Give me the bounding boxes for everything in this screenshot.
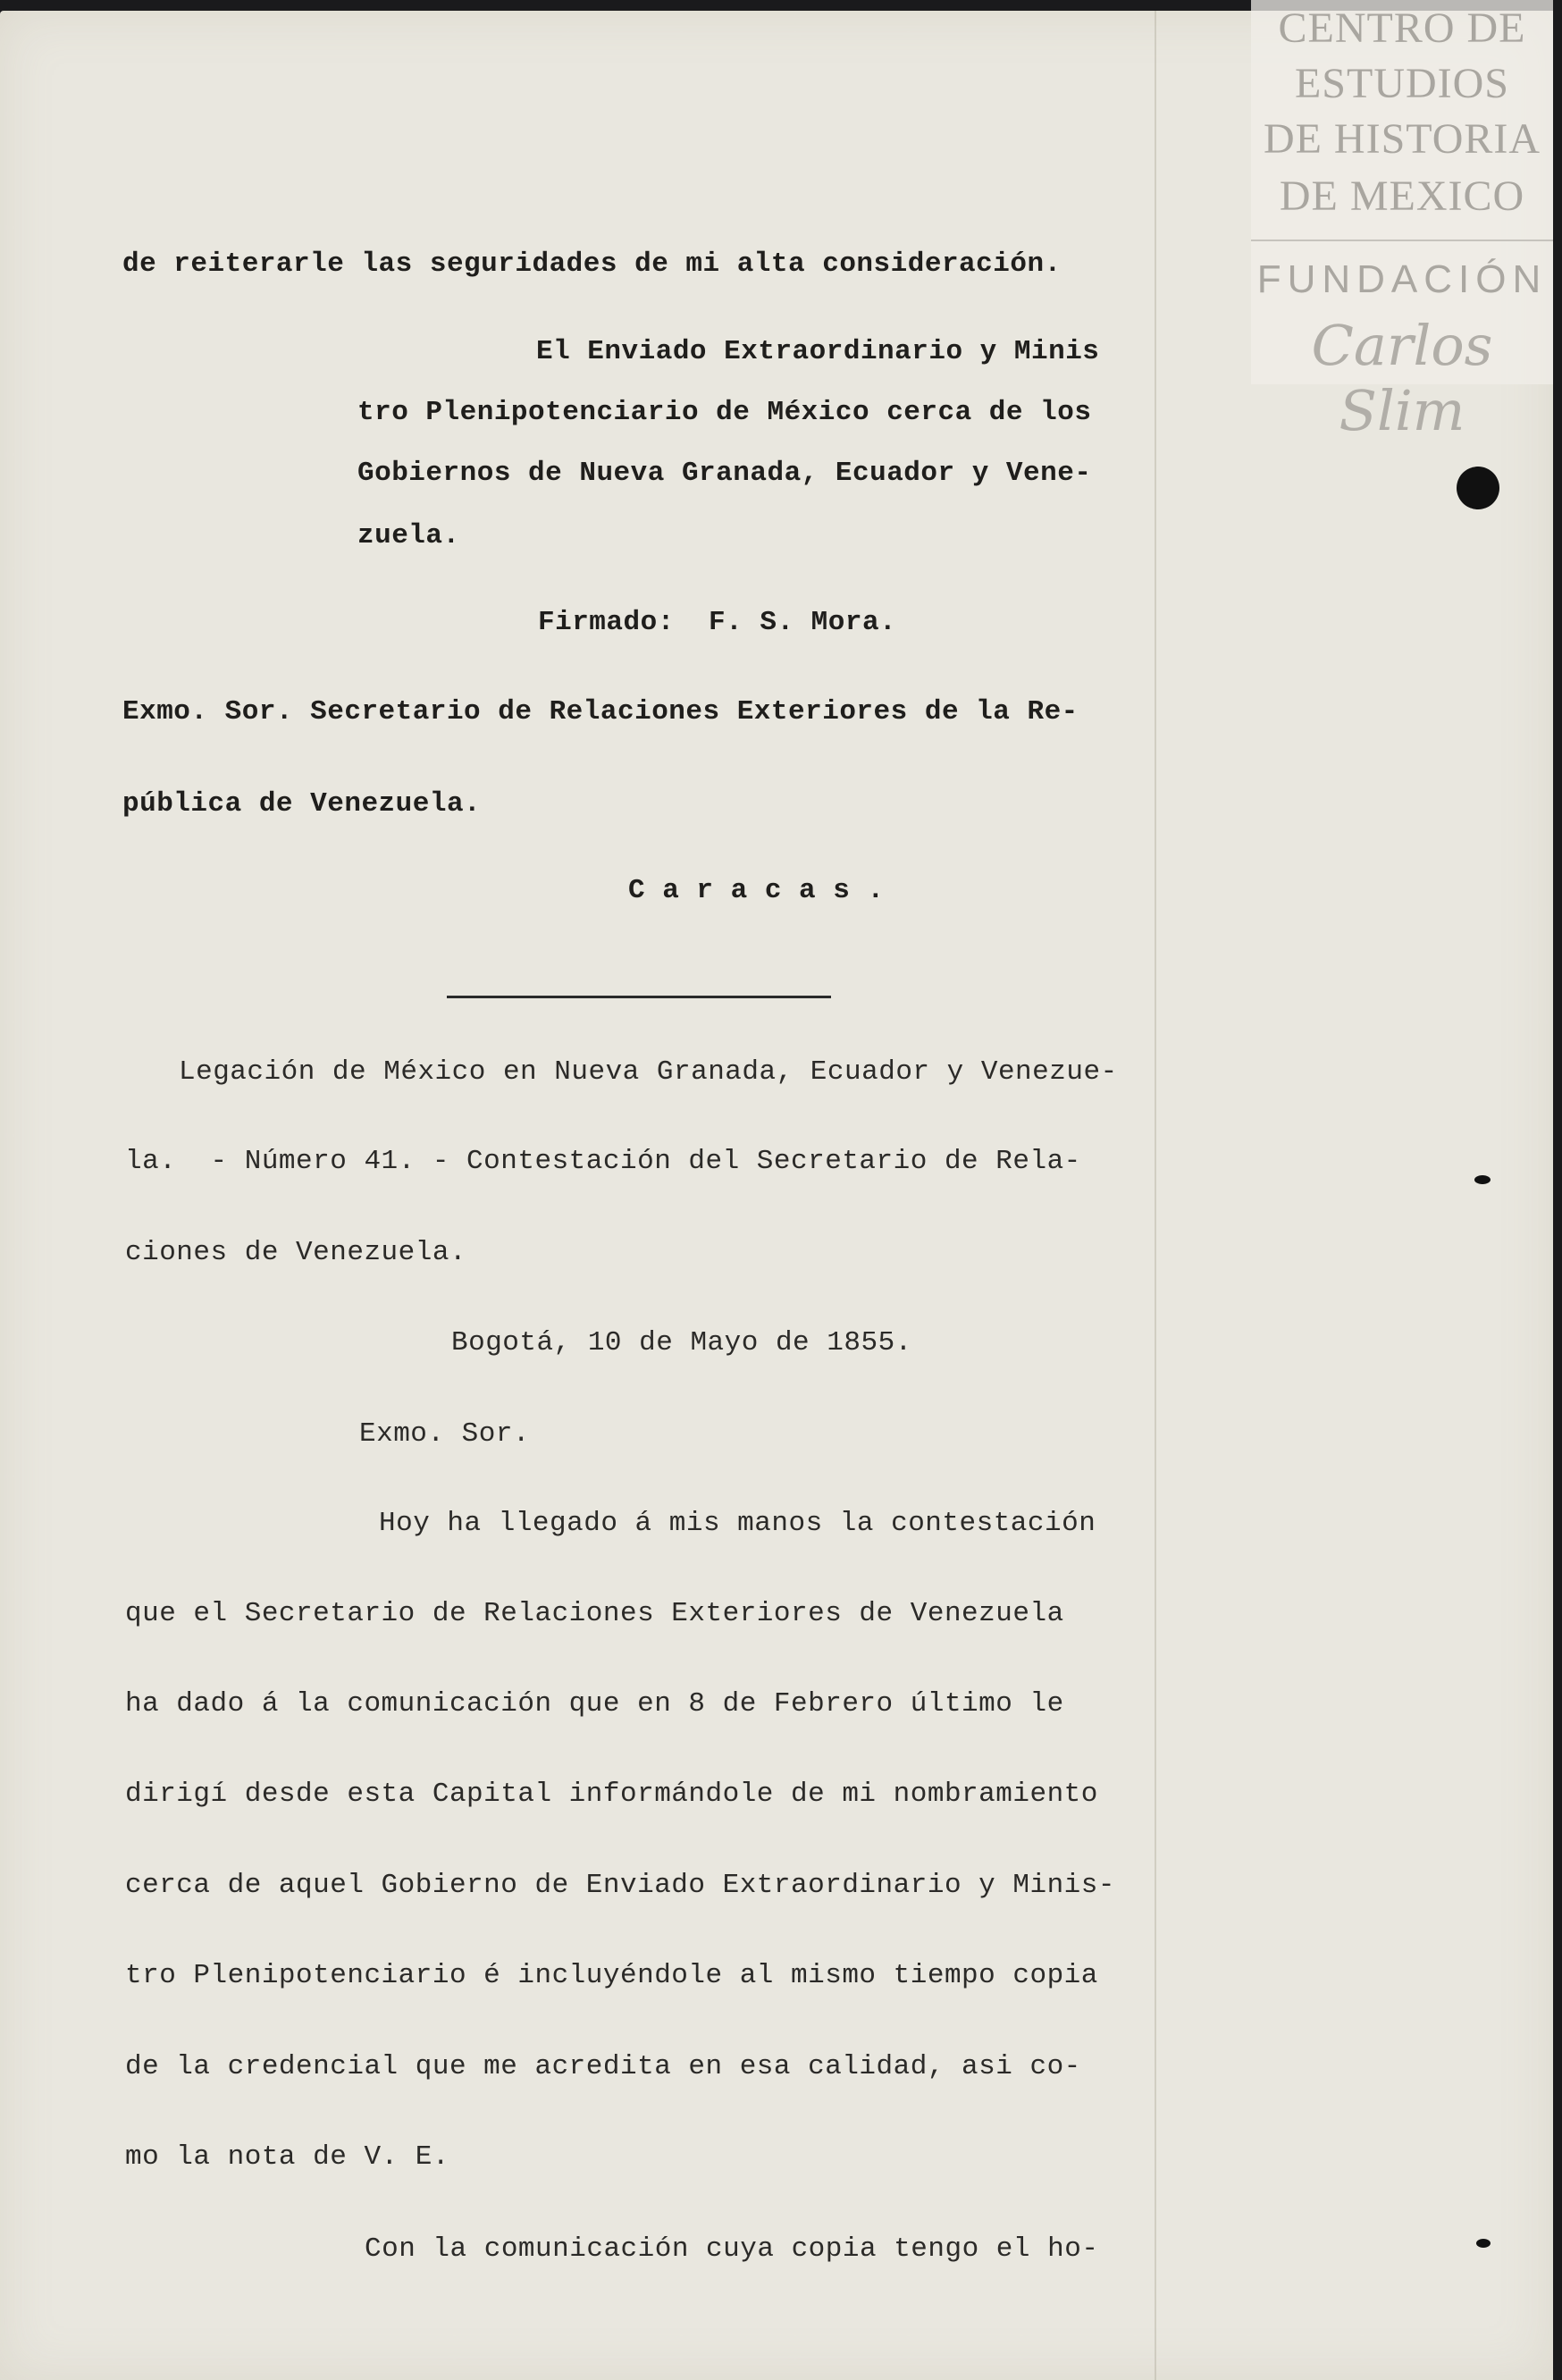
text-line: El Enviado Extraordinario y Minis (536, 336, 1100, 367)
watermark-line: ESTUDIOS (1294, 60, 1509, 107)
watermark-signature: Carlos Slim (1311, 313, 1493, 443)
text-line: tro Plenipotenciario é incluyéndole al mismo tiempo copia (125, 1960, 1098, 1991)
text-line: tro Plenipotenciario de México cerca de los (357, 397, 1092, 428)
text-line: cerca de aquel Gobierno de Enviado Extraordinario y Minis- (125, 1870, 1115, 1901)
text-line: ha dado á la comunicación que en 8 de Febrero último le (125, 1688, 1064, 1720)
text-line: Bogotá, 10 de Mayo de 1855. (451, 1327, 912, 1358)
text-line: de reiterarle las seguridades de mi alta consideración. (122, 248, 1062, 280)
section-separator (447, 996, 831, 998)
watermark-rule (1251, 240, 1553, 241)
text-line: zuela. (357, 520, 460, 551)
text-line: Exmo. Sor. (359, 1418, 531, 1450)
watermark-line: DE MEXICO (1279, 172, 1525, 220)
text-line: Firmado: F. S. Mora. (538, 607, 897, 638)
watermark-foundation: FUNDACIÓN (1256, 257, 1548, 301)
text-line: Con la comunicación cuya copia tengo el ho- (365, 2233, 1099, 2265)
text-line: pública de Venezuela. (122, 788, 482, 820)
text-line: Exmo. Sor. Secretario de Relaciones Exteriores de la Re- (122, 696, 1079, 727)
text-line: Hoy ha llegado á mis manos la contestación (379, 1508, 1096, 1539)
text-line: ciones de Venezuela. (125, 1237, 467, 1268)
punch-hole (1476, 2239, 1491, 2248)
text-line: dirigí desde esta Capital informándole de mi nombramiento (125, 1779, 1098, 1810)
text-line: C a r a c a s . (628, 875, 885, 906)
page-fold (1155, 11, 1156, 2380)
watermark-line: DE HISTORIA (1263, 115, 1541, 163)
text-line: de la credencial que me acredita en esa calidad, asi co- (125, 2051, 1081, 2082)
text-line: mo la nota de V. E. (125, 2141, 449, 2173)
text-line: Gobiernos de Nueva Granada, Ecuador y Vene- (357, 458, 1092, 489)
punch-hole (1457, 467, 1499, 509)
text-line: que el Secretario de Relaciones Exteriores de Venezuela (125, 1598, 1064, 1629)
text-line: la. - Número 41. - Contestación del Secretario de Rela- (125, 1146, 1081, 1177)
archive-watermark (1251, 0, 1553, 443)
text-line: Legación de México en Nueva Granada, Ecuador y Venezue- (179, 1056, 1118, 1088)
watermark-line: CENTRO DE (1278, 4, 1526, 52)
punch-hole (1474, 1175, 1491, 1184)
